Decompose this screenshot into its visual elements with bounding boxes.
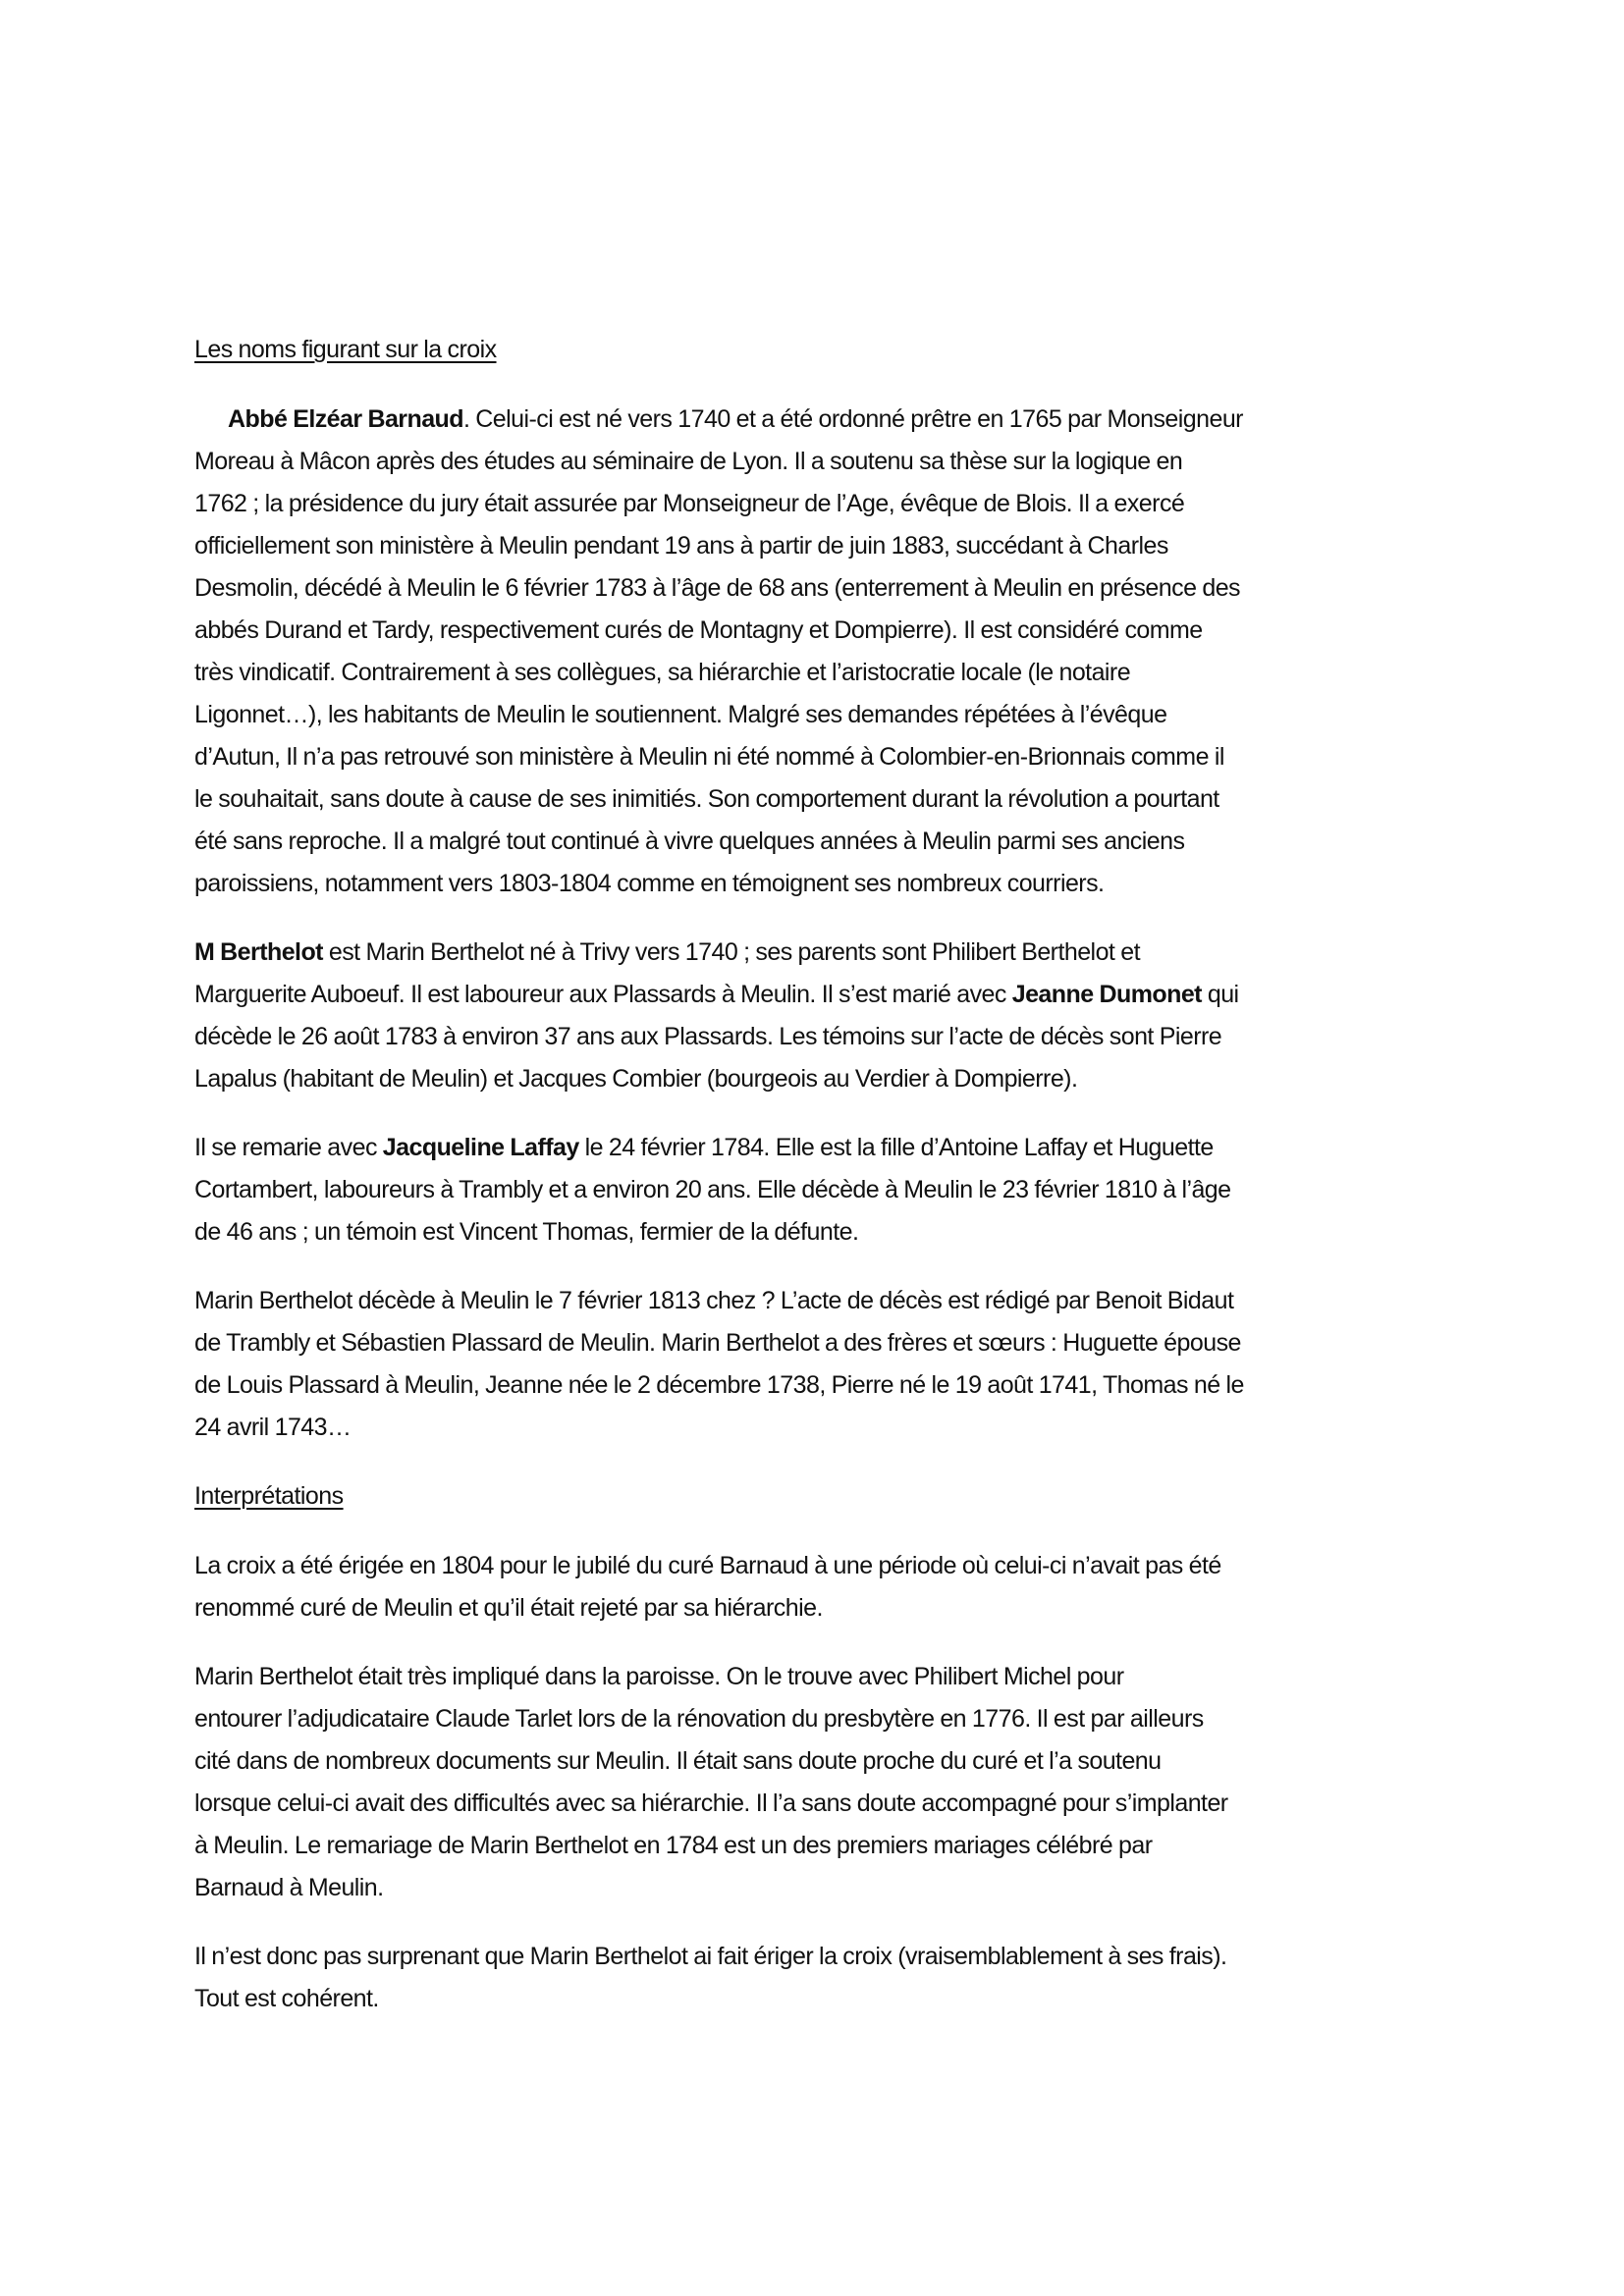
text-line: 1762 ; la présidence du jury était assurée par Monseigneur de l’Age, évêque de Blois. Il a exercé bbox=[194, 490, 1185, 517]
text-span: Il se remarie avec bbox=[194, 1134, 383, 1161]
text-line: Il n’est donc pas surprenant que Marin Berthelot ai fait ériger la croix (vraisemblablement à ses frais). bbox=[194, 1943, 1227, 1970]
text-line: à Meulin. Le remariage de Marin Berthelot en 1784 est un des premiers mariages célébré par bbox=[194, 1832, 1153, 1859]
text-span: . Celui-ci est né vers 1740 et a été ordonné prêtre en 1765 par Monseigneur bbox=[463, 405, 1243, 433]
bold-name: Jeanne Dumonet bbox=[1011, 981, 1202, 1008]
text-line: cité dans de nombreux documents sur Meulin. Il était sans doute proche du curé et l’a soutenu bbox=[194, 1747, 1162, 1775]
document-page bbox=[194, 329, 1461, 2047]
text-line: d’Autun, Il n’a pas retrouvé son ministère à Meulin ni été nommé à Colombier-en-Brionnais comme il bbox=[194, 743, 1224, 771]
text-line: officiellement son ministère à Meulin pendant 19 ans à partir de juin 1883, succédant à Charles bbox=[194, 532, 1168, 560]
text-span: Marguerite Auboeuf. Il est laboureur aux Plassards à Meulin. Il s’est marié avec bbox=[194, 981, 1012, 1008]
paragraph-cross-erected bbox=[194, 1545, 1461, 1629]
text-line: entourer l’adjudicataire Claude Tarlet lors de la rénovation du presbytère en 1776. Il est par ailleurs bbox=[194, 1705, 1204, 1733]
text-line: Marin Berthelot était très impliqué dans la paroisse. On le trouve avec Philibert Michel pour bbox=[194, 1663, 1124, 1690]
text-line: lorsque celui-ci avait des difficultés avec sa hiérarchie. Il l’a sans doute accompagné pour s’implanter bbox=[194, 1789, 1228, 1817]
text-line: été sans reproche. Il a malgré tout continué à vivre quelques années à Meulin parmi ses anciens bbox=[194, 828, 1185, 855]
text-line: La croix a été érigée en 1804 pour le jubilé du curé Barnaud à une période où celui-ci n’avait pas été bbox=[194, 1552, 1221, 1579]
text-line bbox=[194, 399, 1461, 441]
paragraph-barnaud bbox=[194, 399, 1461, 905]
bold-name: Jacqueline Laffay bbox=[382, 1134, 579, 1161]
paragraph-conclusion bbox=[194, 1936, 1461, 2020]
text-line: 24 avril 1743… bbox=[194, 1414, 352, 1441]
bold-name: M Berthelot bbox=[194, 938, 323, 966]
text-line: très vindicatif. Contrairement à ses collègues, sa hiérarchie et l’aristocratie locale (le notaire bbox=[194, 659, 1131, 686]
text-line: abbés Durand et Tardy, respectivement curés de Montagny et Dompierre). Il est considéré comme bbox=[194, 616, 1203, 644]
text-line: Lapalus (habitant de Meulin) et Jacques Combier (bourgeois au Verdier à Dompierre). bbox=[194, 1065, 1078, 1093]
paragraph-berthelot bbox=[194, 932, 1461, 1100]
text-line: de 46 ans ; un témoin est Vincent Thomas, fermier de la défunte. bbox=[194, 1218, 859, 1246]
bold-name: Abbé Elzéar Barnaud bbox=[228, 405, 464, 433]
text-line: Barnaud à Meulin. bbox=[194, 1874, 384, 1901]
text-line: décède le 26 août 1783 à environ 37 ans aux Plassards. Les témoins sur l’acte de décès sont Pierre bbox=[194, 1023, 1222, 1050]
paragraph-death bbox=[194, 1280, 1461, 1449]
text-span: qui bbox=[1201, 981, 1239, 1008]
text-line: Cortambert, laboureurs à Trambly et a environ 20 ans. Elle décède à Meulin le 23 février 1810 à l’âge bbox=[194, 1176, 1231, 1203]
text-span: est Marin Berthelot né à Trivy vers 1740 ; ses parents sont Philibert Berthelot et bbox=[322, 938, 1140, 966]
text-line: Tout est cohérent. bbox=[194, 1985, 379, 2012]
section-heading-interpretations: Interprétations bbox=[194, 1482, 344, 1510]
text-line bbox=[194, 932, 1461, 974]
text-line: de Trambly et Sébastien Plassard de Meulin. Marin Berthelot a des frères et sœurs : Huguette épouse bbox=[194, 1329, 1241, 1357]
paragraph-remarriage bbox=[194, 1127, 1461, 1254]
text-line bbox=[194, 1127, 1461, 1169]
text-line: le souhaitait, sans doute à cause de ses inimitiés. Son comportement durant la révolution a pourtant bbox=[194, 785, 1219, 813]
text-line: Ligonnet…), les habitants de Meulin le soutiennent. Malgré ses demandes répétées à l’évêque bbox=[194, 701, 1167, 728]
text-line: Marin Berthelot décède à Meulin le 7 février 1813 chez ? L’acte de décès est rédigé par Benoit Bidaut bbox=[194, 1287, 1234, 1314]
paragraph-involvement bbox=[194, 1656, 1461, 1909]
text-line: Moreau à Mâcon après des études au séminaire de Lyon. Il a soutenu sa thèse sur la logique en bbox=[194, 448, 1183, 475]
text-line bbox=[194, 974, 1461, 1016]
section-heading-names: Les noms figurant sur la croix bbox=[194, 336, 497, 363]
text-line: paroissiens, notamment vers 1803-1804 comme en témoignent ses nombreux courriers. bbox=[194, 870, 1105, 897]
text-line: renommé curé de Meulin et qu’il était rejeté par sa hiérarchie. bbox=[194, 1594, 823, 1622]
text-span: le 24 février 1784. Elle est la fille d’Antoine Laffay et Huguette bbox=[578, 1134, 1214, 1161]
text-line: Desmolin, décédé à Meulin le 6 février 1783 à l’âge de 68 ans (enterrement à Meulin en présence des bbox=[194, 574, 1240, 602]
text-line: de Louis Plassard à Meulin, Jeanne née le 2 décembre 1738, Pierre né le 19 août 1741, Thomas né le bbox=[194, 1371, 1244, 1399]
